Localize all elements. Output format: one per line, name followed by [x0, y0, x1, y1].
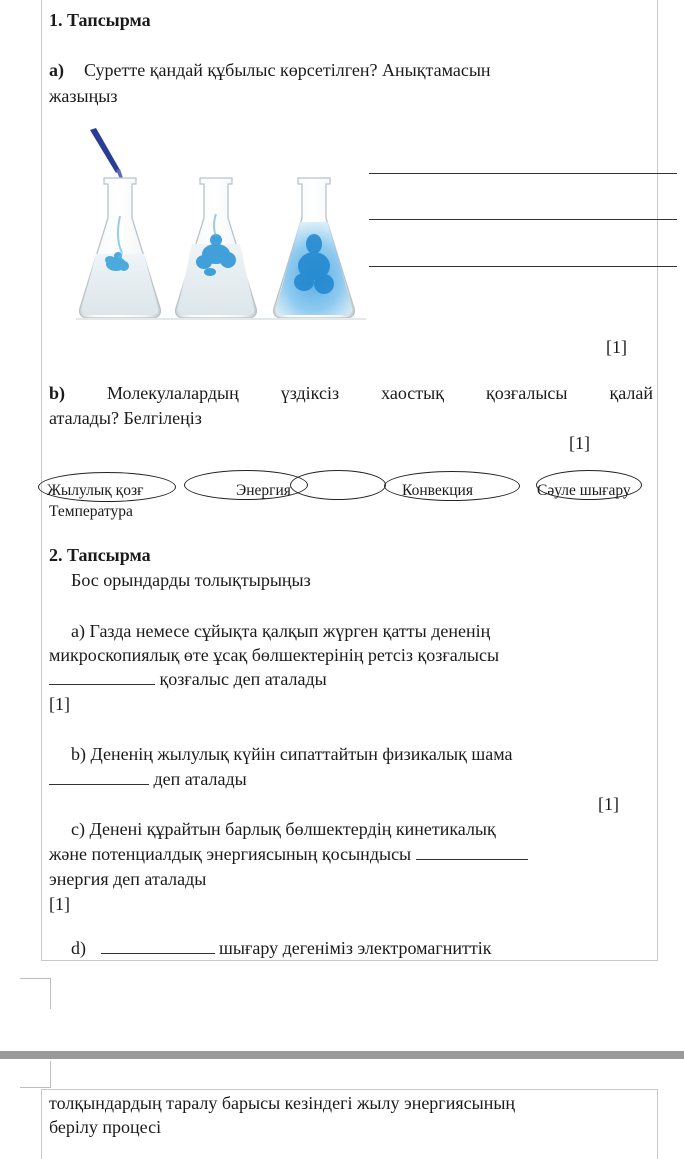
- task2-c-mark: [1]: [49, 894, 70, 914]
- flask-2: [176, 178, 257, 318]
- task2-c-line3: энергия деп аталады: [49, 869, 207, 889]
- blank-c[interactable]: [416, 845, 528, 860]
- option-radiation[interactable]: Сәуле шығару: [537, 482, 631, 499]
- task1-heading: 1. Тапсырма: [49, 10, 151, 30]
- option-oval-3[interactable]: [290, 470, 386, 500]
- task2-a-mark: [1]: [49, 694, 70, 714]
- task1-a-question-line2: жазыңыз: [49, 86, 118, 106]
- page-separator: [0, 1051, 684, 1059]
- task2-b-mark: [1]: [598, 794, 619, 814]
- blank-d[interactable]: [101, 939, 215, 954]
- answer-line-2[interactable]: [369, 219, 677, 220]
- task2-d-label: d): [71, 938, 86, 958]
- task2-a-line3-text: қозғалыс деп аталады: [159, 669, 327, 689]
- task2-b-line1: b) Дененің жылулық күйін сипаттайтын физикалық шама: [71, 744, 513, 764]
- flask-1: [80, 178, 161, 318]
- task2-c-line2-text: және потенциалдық энергиясының қосындысы: [49, 844, 412, 864]
- task2-heading: 2. Тапсырма: [49, 545, 151, 565]
- answer-line-3[interactable]: [369, 266, 677, 267]
- task1-b-question-line2: аталады? Белгілеңіз: [49, 408, 202, 428]
- task1-a-label: a): [49, 60, 64, 80]
- page-corner-mark: [20, 978, 51, 1009]
- task1-b-word: қалай: [609, 383, 653, 403]
- task1-b-label: b): [49, 383, 66, 403]
- task2-b-line2-text: деп аталады: [153, 769, 247, 789]
- page2-line2: берілу процесі: [49, 1117, 162, 1137]
- option-convection[interactable]: Конвекция: [402, 482, 473, 499]
- task2-b-line2: [49, 767, 247, 791]
- task1-b-mark: [1]: [569, 433, 590, 453]
- blank-a[interactable]: [49, 670, 155, 685]
- answer-line-1[interactable]: [369, 173, 677, 174]
- task1-b-word: үздіксіз: [280, 383, 340, 403]
- blank-b[interactable]: [49, 770, 149, 785]
- task2-a-line1: a) Газда немесе сұйықта қалқып жүрген қатты дененің: [71, 621, 491, 641]
- task1-a-question-line1: Суретте қандай құбылыс көрсетілген? Анықтамасын: [84, 60, 491, 80]
- flask-3: [274, 178, 355, 318]
- option-temperature[interactable]: Температура: [49, 503, 133, 520]
- task2-c-line2: [49, 842, 528, 866]
- page2-line1: толқындардың таралу барысы кезіндегі жылу энергиясының: [49, 1093, 516, 1113]
- page-corner-mark: [20, 1061, 51, 1088]
- task1-b-word: Молекулалардың: [107, 383, 239, 403]
- task2-c-line1: c) Денені құрайтын барлық бөлшектердің кинетикалық: [71, 819, 496, 839]
- task2-a-line2: микроскопиялық өте ұсақ бөлшектерінің ретсіз қозғалысы: [49, 645, 500, 665]
- diffusion-flasks-image: [76, 126, 366, 338]
- task1-b-question-line1: [49, 381, 653, 405]
- option-thermal-motion[interactable]: Жылулық қозғ: [47, 482, 144, 499]
- task2-a-line3: [49, 667, 327, 691]
- task1-b-word: қозғалысы: [485, 383, 568, 403]
- task2-instruction: Бос орындарды толықтырыңыз: [71, 570, 311, 590]
- task2-d-text: шығару дегеніміз электромагниттік: [219, 938, 492, 958]
- option-energy[interactable]: Энергия: [236, 482, 291, 499]
- task1-a-mark: [1]: [606, 337, 627, 357]
- task1-b-word: хаостық: [381, 383, 444, 403]
- task2-d-line1: [71, 936, 492, 960]
